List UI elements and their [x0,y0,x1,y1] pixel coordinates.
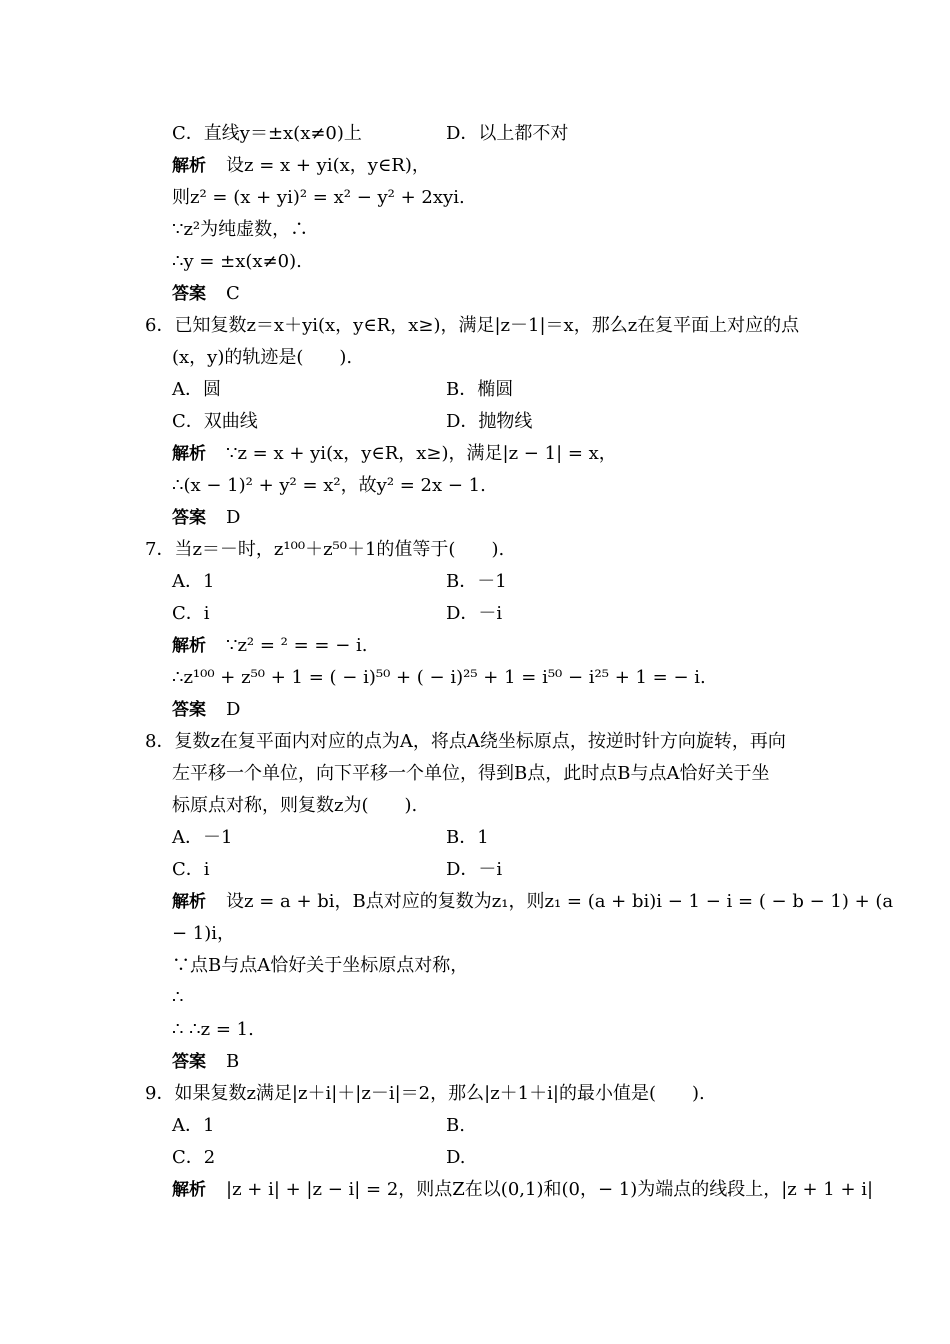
q6-options-ab [172,378,514,402]
q5-solution-line-3: ∵z²为纯虚数，∴ [172,219,309,240]
q9-solution-line-1 [172,1178,873,1202]
q8-solution-line-5: ∴ ∴z = 1. [172,1019,254,1040]
q8-solution-line-2: − 1)i， [172,923,236,944]
q6-stem-line-1: 6．已知复数z＝x＋yi(x，y∈R，x≥)，满足|z－1|＝x，那么z在复平面上对应的点 [145,315,800,336]
q8-solution-text-1: 设z = a + bi，B点对应的复数为z₁，则z₁ = (a + bi)i − 1 − i = ( − b − 1) + (a [226,891,894,912]
q8-stem-line-3: 标原点对称，则复数z为( ). [172,795,418,816]
q6-analysis-label: 解析 [172,444,206,464]
q5-solution-line-1 [172,154,430,178]
q6-stem-line-2: (x，y)的轨迹是( ). [172,347,353,368]
q8-answer-line [172,1050,239,1074]
q9-option-b: B. [446,1115,465,1136]
q9-solution-text-1: |z + i| + |z − i| = 2，则点Z在以(0,1)和(0，− 1)为端点的线段上，|z + 1 + i| [226,1179,874,1200]
q8-option-a: A．－1 [172,827,233,848]
q8-solution-line-1 [172,890,893,914]
q8-option-b: B．1 [446,827,489,848]
q6-option-b: B．椭圆 [446,379,514,400]
q8-answer-label: 答案 [172,1052,206,1072]
q6-option-d: D．抛物线 [446,411,533,432]
q5-options-cd [172,122,569,146]
q9-option-a: A．1 [172,1115,215,1136]
q9-options-cd [172,1146,466,1170]
q7-option-c: C．i [172,603,210,624]
q5-answer-value: C [226,283,240,304]
q7-analysis-label: 解析 [172,636,206,656]
q7-solution-text-1: ∵z² = ² = = − i. [226,635,368,656]
q9-option-c: C．2 [172,1147,216,1168]
q6-solution-line-1 [172,442,617,466]
q7-solution-line-1 [172,634,368,658]
q8-answer-value: B [226,1051,240,1072]
q7-solution-line-2: ∴z¹⁰⁰ + z⁵⁰ + 1 = ( − i)⁵⁰ + ( − i)²⁵ + 1 = i⁵⁰ − i²⁵ + 1 = − i. [172,667,706,688]
q7-answer-value: D [226,699,241,720]
q8-solution-line-3: ∵点B与点A恰好关于坐标原点对称， [172,955,469,976]
q8-option-d: D．－i [446,859,503,880]
q6-option-a: A．圆 [172,379,221,400]
q6-solution-line-2: ∴(x − 1)² + y² = x²，故y² = 2x − 1. [172,475,486,496]
q6-options-cd [172,410,533,434]
q5-solution-line-4: ∴y = ±x(x≠0). [172,251,302,272]
q5-option-c: C．直线y＝±x(x≠0)上 [172,123,362,144]
q8-options-ab [172,826,489,850]
q6-solution-text-1: ∵z = x + yi(x，y∈R，x≥)，满足|z − 1| = x， [226,443,617,464]
q6-option-c: C．双曲线 [172,411,258,432]
q7-option-d: D．－i [446,603,503,624]
q7-stem-line-1: 7．当z＝－时，z¹⁰⁰＋z⁵⁰＋1的值等于( ). [145,539,505,560]
q6-answer-label: 答案 [172,508,206,528]
q5-solution-text-1: 设z = x + yi(x，y∈R)， [226,155,430,176]
q8-option-c: C．i [172,859,210,880]
q5-answer-label: 答案 [172,284,206,304]
q5-analysis-label: 解析 [172,156,206,176]
q6-answer-line [172,506,240,530]
q7-option-b: B．－1 [446,571,507,592]
q7-answer-label: 答案 [172,700,206,720]
q6-answer-value: D [226,507,241,528]
q9-option-d: D. [446,1147,466,1168]
q7-options-ab [172,570,507,594]
q7-answer-line [172,698,240,722]
q7-options-cd [172,602,503,626]
q8-solution-line-4: ∴ [172,987,184,1008]
q9-analysis-label: 解析 [172,1180,206,1200]
q8-options-cd [172,858,503,882]
q7-option-a: A．1 [172,571,215,592]
q5-option-d: D．以上都不对 [446,123,569,144]
q5-answer-line [172,282,240,306]
q8-analysis-label: 解析 [172,892,206,912]
q9-options-ab [172,1114,465,1138]
q5-solution-line-2: 则z² = (x + yi)² = x² − y² + 2xyi. [172,187,465,208]
q8-stem-line-2: 左平移一个单位，向下平移一个单位，得到B点，此时点B与点A恰好关于坐 [172,763,770,784]
q9-stem-line-1: 9．如果复数z满足|z＋i|＋|z－i|＝2，那么|z＋1＋i|的最小值是( ). [145,1083,705,1104]
q8-stem-line-1: 8．复数z在复平面内对应的点为A，将点A绕坐标原点，按逆时针方向旋转，再向 [145,731,786,752]
